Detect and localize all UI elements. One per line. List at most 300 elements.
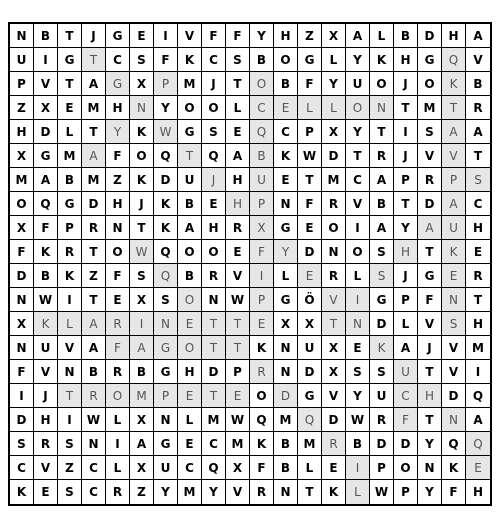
- grid-cell[interactable]: R: [58, 240, 82, 264]
- grid-cell[interactable]: G: [178, 120, 202, 144]
- grid-cell[interactable]: R: [322, 264, 346, 288]
- grid-cell[interactable]: A: [442, 192, 466, 216]
- grid-cell[interactable]: R: [106, 480, 130, 504]
- grid-cell[interactable]: T: [130, 216, 154, 240]
- grid-cell[interactable]: R: [202, 264, 226, 288]
- grid-cell[interactable]: N: [370, 96, 394, 120]
- grid-cell[interactable]: X: [322, 360, 346, 384]
- grid-cell[interactable]: O: [322, 216, 346, 240]
- grid-cell[interactable]: L: [106, 456, 130, 480]
- grid-cell[interactable]: N: [106, 216, 130, 240]
- grid-cell[interactable]: N: [130, 96, 154, 120]
- grid-cell[interactable]: N: [346, 312, 370, 336]
- grid-cell[interactable]: H: [394, 48, 418, 72]
- grid-cell[interactable]: J: [130, 192, 154, 216]
- grid-cell[interactable]: B: [82, 360, 106, 384]
- grid-cell[interactable]: Q: [250, 408, 274, 432]
- grid-cell[interactable]: F: [226, 24, 250, 48]
- grid-cell[interactable]: T: [466, 288, 490, 312]
- grid-cell[interactable]: B: [34, 264, 58, 288]
- grid-cell[interactable]: H: [466, 312, 490, 336]
- grid-cell[interactable]: I: [466, 360, 490, 384]
- grid-cell[interactable]: T: [418, 408, 442, 432]
- grid-cell[interactable]: A: [466, 24, 490, 48]
- grid-cell[interactable]: X: [322, 24, 346, 48]
- grid-cell[interactable]: I: [346, 216, 370, 240]
- grid-cell[interactable]: Q: [466, 384, 490, 408]
- grid-cell[interactable]: W: [82, 408, 106, 432]
- grid-cell[interactable]: H: [226, 168, 250, 192]
- grid-cell[interactable]: L: [346, 264, 370, 288]
- grid-cell[interactable]: L: [370, 24, 394, 48]
- grid-cell[interactable]: I: [130, 312, 154, 336]
- grid-cell[interactable]: F: [442, 480, 466, 504]
- grid-cell[interactable]: D: [322, 408, 346, 432]
- grid-cell[interactable]: O: [178, 96, 202, 120]
- grid-cell[interactable]: L: [322, 48, 346, 72]
- grid-cell[interactable]: V: [442, 336, 466, 360]
- grid-cell[interactable]: T: [202, 336, 226, 360]
- grid-cell[interactable]: Y: [154, 480, 178, 504]
- grid-cell[interactable]: Y: [250, 24, 274, 48]
- grid-cell[interactable]: T: [82, 240, 106, 264]
- grid-cell[interactable]: Q: [154, 144, 178, 168]
- grid-cell[interactable]: Z: [82, 264, 106, 288]
- grid-cell[interactable]: U: [154, 456, 178, 480]
- grid-cell[interactable]: T: [418, 240, 442, 264]
- grid-cell[interactable]: T: [298, 168, 322, 192]
- grid-cell[interactable]: S: [130, 264, 154, 288]
- grid-cell[interactable]: R: [322, 432, 346, 456]
- grid-cell[interactable]: S: [226, 48, 250, 72]
- grid-cell[interactable]: H: [442, 24, 466, 48]
- grid-cell[interactable]: T: [442, 96, 466, 120]
- grid-cell[interactable]: I: [346, 288, 370, 312]
- grid-cell[interactable]: T: [58, 384, 82, 408]
- grid-cell[interactable]: T: [370, 120, 394, 144]
- grid-cell[interactable]: X: [34, 96, 58, 120]
- grid-cell[interactable]: T: [82, 120, 106, 144]
- grid-cell[interactable]: L: [346, 480, 370, 504]
- grid-cell[interactable]: L: [106, 408, 130, 432]
- grid-cell[interactable]: P: [394, 480, 418, 504]
- grid-cell[interactable]: B: [178, 264, 202, 288]
- grid-cell[interactable]: L: [58, 312, 82, 336]
- grid-cell[interactable]: P: [58, 216, 82, 240]
- grid-cell[interactable]: V: [466, 48, 490, 72]
- grid-cell[interactable]: V: [34, 72, 58, 96]
- grid-cell[interactable]: N: [82, 432, 106, 456]
- grid-cell[interactable]: V: [322, 384, 346, 408]
- grid-cell[interactable]: R: [82, 216, 106, 240]
- grid-cell[interactable]: D: [34, 120, 58, 144]
- grid-cell[interactable]: F: [298, 192, 322, 216]
- grid-cell[interactable]: N: [274, 480, 298, 504]
- grid-cell[interactable]: B: [466, 72, 490, 96]
- grid-cell[interactable]: P: [226, 360, 250, 384]
- grid-cell[interactable]: X: [130, 72, 154, 96]
- grid-cell[interactable]: H: [34, 408, 58, 432]
- grid-cell[interactable]: X: [226, 456, 250, 480]
- grid-cell[interactable]: G: [106, 24, 130, 48]
- grid-cell[interactable]: C: [82, 456, 106, 480]
- grid-cell[interactable]: U: [178, 168, 202, 192]
- grid-cell[interactable]: J: [418, 336, 442, 360]
- grid-cell[interactable]: N: [202, 288, 226, 312]
- grid-cell[interactable]: W: [370, 480, 394, 504]
- grid-cell[interactable]: K: [442, 240, 466, 264]
- grid-cell[interactable]: N: [10, 336, 34, 360]
- grid-cell[interactable]: A: [178, 216, 202, 240]
- grid-cell[interactable]: D: [298, 240, 322, 264]
- grid-cell[interactable]: P: [154, 72, 178, 96]
- grid-cell[interactable]: H: [226, 192, 250, 216]
- grid-cell[interactable]: C: [466, 192, 490, 216]
- grid-cell[interactable]: P: [442, 168, 466, 192]
- grid-cell[interactable]: W: [154, 120, 178, 144]
- grid-cell[interactable]: E: [226, 120, 250, 144]
- grid-cell[interactable]: F: [154, 48, 178, 72]
- grid-cell[interactable]: J: [394, 72, 418, 96]
- grid-cell[interactable]: D: [442, 384, 466, 408]
- grid-cell[interactable]: O: [106, 240, 130, 264]
- grid-cell[interactable]: H: [106, 192, 130, 216]
- grid-cell[interactable]: E: [298, 264, 322, 288]
- grid-cell[interactable]: A: [466, 120, 490, 144]
- grid-cell[interactable]: T: [226, 312, 250, 336]
- grid-cell[interactable]: Q: [442, 48, 466, 72]
- grid-cell[interactable]: I: [346, 456, 370, 480]
- grid-cell[interactable]: J: [394, 144, 418, 168]
- grid-cell[interactable]: W: [34, 288, 58, 312]
- grid-cell[interactable]: Y: [322, 72, 346, 96]
- grid-cell[interactable]: L: [274, 264, 298, 288]
- grid-cell[interactable]: B: [34, 24, 58, 48]
- grid-cell[interactable]: F: [250, 240, 274, 264]
- grid-cell[interactable]: R: [106, 360, 130, 384]
- grid-cell[interactable]: E: [226, 240, 250, 264]
- grid-cell[interactable]: P: [10, 72, 34, 96]
- grid-cell[interactable]: M: [202, 408, 226, 432]
- grid-cell[interactable]: E: [250, 312, 274, 336]
- grid-cell[interactable]: R: [370, 408, 394, 432]
- grid-cell[interactable]: P: [394, 288, 418, 312]
- grid-cell[interactable]: B: [274, 432, 298, 456]
- grid-cell[interactable]: T: [226, 336, 250, 360]
- grid-cell[interactable]: N: [154, 408, 178, 432]
- grid-cell[interactable]: R: [466, 96, 490, 120]
- grid-cell[interactable]: G: [154, 432, 178, 456]
- grid-cell[interactable]: N: [274, 360, 298, 384]
- grid-cell[interactable]: M: [418, 96, 442, 120]
- grid-cell[interactable]: P: [394, 168, 418, 192]
- grid-cell[interactable]: S: [370, 240, 394, 264]
- grid-cell[interactable]: J: [202, 168, 226, 192]
- grid-cell[interactable]: E: [178, 312, 202, 336]
- grid-cell[interactable]: S: [370, 360, 394, 384]
- grid-cell[interactable]: A: [346, 24, 370, 48]
- grid-cell[interactable]: S: [370, 264, 394, 288]
- grid-cell[interactable]: R: [250, 480, 274, 504]
- grid-cell[interactable]: U: [34, 336, 58, 360]
- grid-cell[interactable]: K: [370, 336, 394, 360]
- grid-cell[interactable]: C: [10, 456, 34, 480]
- grid-cell[interactable]: F: [106, 144, 130, 168]
- grid-cell[interactable]: N: [322, 240, 346, 264]
- grid-cell[interactable]: C: [202, 432, 226, 456]
- grid-cell[interactable]: Y: [154, 96, 178, 120]
- grid-cell[interactable]: S: [442, 312, 466, 336]
- grid-cell[interactable]: V: [418, 144, 442, 168]
- grid-cell[interactable]: K: [10, 480, 34, 504]
- grid-cell[interactable]: N: [274, 336, 298, 360]
- grid-cell[interactable]: V: [226, 480, 250, 504]
- grid-cell[interactable]: A: [82, 312, 106, 336]
- grid-cell[interactable]: C: [274, 120, 298, 144]
- grid-cell[interactable]: W: [346, 408, 370, 432]
- grid-cell[interactable]: S: [154, 288, 178, 312]
- grid-cell[interactable]: W: [226, 408, 250, 432]
- grid-cell[interactable]: R: [34, 432, 58, 456]
- grid-cell[interactable]: V: [178, 24, 202, 48]
- grid-cell[interactable]: T: [202, 312, 226, 336]
- grid-cell[interactable]: D: [370, 312, 394, 336]
- grid-cell[interactable]: O: [250, 72, 274, 96]
- grid-cell[interactable]: G: [274, 216, 298, 240]
- grid-cell[interactable]: Q: [34, 192, 58, 216]
- grid-cell[interactable]: X: [130, 456, 154, 480]
- grid-cell[interactable]: M: [130, 384, 154, 408]
- grid-cell[interactable]: D: [274, 384, 298, 408]
- grid-cell[interactable]: J: [82, 24, 106, 48]
- grid-cell[interactable]: E: [178, 384, 202, 408]
- grid-cell[interactable]: D: [298, 360, 322, 384]
- grid-cell[interactable]: D: [82, 192, 106, 216]
- grid-cell[interactable]: V: [418, 312, 442, 336]
- grid-cell[interactable]: X: [274, 312, 298, 336]
- grid-cell[interactable]: P: [250, 192, 274, 216]
- grid-cell[interactable]: W: [226, 288, 250, 312]
- grid-cell[interactable]: O: [202, 240, 226, 264]
- grid-cell[interactable]: X: [298, 312, 322, 336]
- grid-cell[interactable]: Z: [298, 24, 322, 48]
- grid-cell[interactable]: D: [10, 408, 34, 432]
- grid-cell[interactable]: F: [250, 456, 274, 480]
- grid-cell[interactable]: X: [250, 216, 274, 240]
- grid-cell[interactable]: Z: [58, 456, 82, 480]
- grid-cell[interactable]: Y: [394, 216, 418, 240]
- grid-cell[interactable]: G: [106, 72, 130, 96]
- grid-cell[interactable]: M: [298, 432, 322, 456]
- grid-cell[interactable]: T: [82, 48, 106, 72]
- grid-cell[interactable]: O: [394, 456, 418, 480]
- grid-cell[interactable]: F: [202, 24, 226, 48]
- grid-cell[interactable]: D: [10, 264, 34, 288]
- grid-cell[interactable]: T: [418, 360, 442, 384]
- grid-cell[interactable]: N: [418, 456, 442, 480]
- grid-cell[interactable]: H: [202, 216, 226, 240]
- grid-cell[interactable]: F: [34, 216, 58, 240]
- grid-cell[interactable]: A: [466, 408, 490, 432]
- grid-cell[interactable]: A: [130, 336, 154, 360]
- grid-cell[interactable]: C: [82, 480, 106, 504]
- grid-cell[interactable]: V: [322, 288, 346, 312]
- grid-cell[interactable]: A: [394, 336, 418, 360]
- grid-cell[interactable]: F: [10, 240, 34, 264]
- grid-cell[interactable]: N: [58, 360, 82, 384]
- grid-cell[interactable]: A: [34, 168, 58, 192]
- grid-cell[interactable]: Y: [418, 432, 442, 456]
- grid-cell[interactable]: L: [394, 312, 418, 336]
- grid-cell[interactable]: W: [298, 144, 322, 168]
- grid-cell[interactable]: L: [322, 96, 346, 120]
- grid-cell[interactable]: D: [202, 360, 226, 384]
- grid-cell[interactable]: B: [394, 24, 418, 48]
- grid-cell[interactable]: D: [418, 24, 442, 48]
- grid-cell[interactable]: U: [370, 384, 394, 408]
- grid-cell[interactable]: I: [106, 432, 130, 456]
- grid-cell[interactable]: U: [346, 72, 370, 96]
- grid-cell[interactable]: Q: [154, 264, 178, 288]
- grid-cell[interactable]: D: [418, 192, 442, 216]
- grid-cell[interactable]: E: [130, 24, 154, 48]
- grid-cell[interactable]: S: [58, 432, 82, 456]
- grid-cell[interactable]: U: [394, 360, 418, 384]
- grid-cell[interactable]: R: [418, 168, 442, 192]
- grid-cell[interactable]: T: [394, 96, 418, 120]
- grid-cell[interactable]: B: [178, 192, 202, 216]
- grid-cell[interactable]: H: [466, 480, 490, 504]
- grid-cell[interactable]: V: [346, 192, 370, 216]
- grid-cell[interactable]: E: [442, 264, 466, 288]
- grid-cell[interactable]: T: [58, 24, 82, 48]
- grid-cell[interactable]: O: [346, 96, 370, 120]
- grid-cell[interactable]: M: [82, 96, 106, 120]
- grid-cell[interactable]: U: [442, 216, 466, 240]
- grid-cell[interactable]: X: [130, 288, 154, 312]
- grid-cell[interactable]: G: [154, 336, 178, 360]
- grid-cell[interactable]: O: [250, 384, 274, 408]
- grid-cell[interactable]: R: [82, 384, 106, 408]
- grid-cell[interactable]: S: [58, 480, 82, 504]
- grid-cell[interactable]: M: [466, 336, 490, 360]
- grid-cell[interactable]: K: [34, 240, 58, 264]
- grid-cell[interactable]: W: [130, 240, 154, 264]
- grid-cell[interactable]: N: [154, 312, 178, 336]
- grid-cell[interactable]: J: [34, 384, 58, 408]
- grid-cell[interactable]: O: [274, 48, 298, 72]
- grid-cell[interactable]: L: [298, 96, 322, 120]
- grid-cell[interactable]: T: [58, 72, 82, 96]
- grid-cell[interactable]: K: [442, 456, 466, 480]
- grid-cell[interactable]: T: [202, 384, 226, 408]
- grid-cell[interactable]: E: [298, 216, 322, 240]
- grid-cell[interactable]: D: [370, 432, 394, 456]
- grid-cell[interactable]: Y: [346, 120, 370, 144]
- grid-cell[interactable]: S: [202, 120, 226, 144]
- grid-cell[interactable]: D: [154, 168, 178, 192]
- grid-cell[interactable]: O: [418, 72, 442, 96]
- grid-cell[interactable]: G: [370, 288, 394, 312]
- grid-cell[interactable]: A: [226, 144, 250, 168]
- grid-cell[interactable]: V: [226, 264, 250, 288]
- grid-cell[interactable]: U: [10, 48, 34, 72]
- grid-cell[interactable]: F: [418, 288, 442, 312]
- grid-cell[interactable]: P: [250, 288, 274, 312]
- grid-cell[interactable]: H: [178, 360, 202, 384]
- grid-cell[interactable]: H: [466, 216, 490, 240]
- grid-cell[interactable]: A: [130, 432, 154, 456]
- grid-cell[interactable]: C: [202, 48, 226, 72]
- grid-cell[interactable]: T: [82, 288, 106, 312]
- grid-cell[interactable]: X: [10, 144, 34, 168]
- grid-cell[interactable]: K: [34, 312, 58, 336]
- grid-cell[interactable]: H: [418, 384, 442, 408]
- grid-cell[interactable]: B: [130, 360, 154, 384]
- grid-cell[interactable]: E: [178, 432, 202, 456]
- grid-cell[interactable]: G: [274, 288, 298, 312]
- grid-cell[interactable]: F: [106, 336, 130, 360]
- grid-cell[interactable]: Ö: [298, 288, 322, 312]
- grid-cell[interactable]: C: [346, 168, 370, 192]
- grid-cell[interactable]: A: [418, 216, 442, 240]
- grid-cell[interactable]: C: [178, 456, 202, 480]
- grid-cell[interactable]: C: [250, 96, 274, 120]
- grid-cell[interactable]: K: [370, 48, 394, 72]
- grid-cell[interactable]: T: [226, 72, 250, 96]
- grid-cell[interactable]: G: [154, 360, 178, 384]
- grid-cell[interactable]: M: [58, 144, 82, 168]
- grid-cell[interactable]: B: [346, 432, 370, 456]
- grid-cell[interactable]: V: [58, 336, 82, 360]
- grid-cell[interactable]: A: [82, 72, 106, 96]
- grid-cell[interactable]: E: [34, 480, 58, 504]
- grid-cell[interactable]: Q: [202, 144, 226, 168]
- grid-cell[interactable]: U: [250, 168, 274, 192]
- grid-cell[interactable]: G: [418, 48, 442, 72]
- grid-cell[interactable]: X: [322, 120, 346, 144]
- grid-cell[interactable]: M: [178, 480, 202, 504]
- grid-cell[interactable]: T: [178, 144, 202, 168]
- grid-cell[interactable]: Y: [202, 480, 226, 504]
- grid-cell[interactable]: I: [10, 384, 34, 408]
- grid-cell[interactable]: S: [10, 432, 34, 456]
- grid-cell[interactable]: X: [130, 408, 154, 432]
- grid-cell[interactable]: D: [322, 144, 346, 168]
- grid-cell[interactable]: M: [274, 408, 298, 432]
- grid-cell[interactable]: Z: [10, 96, 34, 120]
- grid-cell[interactable]: K: [178, 48, 202, 72]
- grid-cell[interactable]: G: [58, 48, 82, 72]
- grid-cell[interactable]: F: [298, 72, 322, 96]
- grid-cell[interactable]: N: [274, 192, 298, 216]
- grid-cell[interactable]: O: [178, 288, 202, 312]
- grid-cell[interactable]: Y: [106, 120, 130, 144]
- grid-cell[interactable]: R: [466, 264, 490, 288]
- grid-cell[interactable]: X: [322, 336, 346, 360]
- grid-cell[interactable]: K: [154, 192, 178, 216]
- grid-cell[interactable]: Z: [130, 480, 154, 504]
- grid-cell[interactable]: B: [250, 144, 274, 168]
- grid-cell[interactable]: O: [130, 144, 154, 168]
- grid-cell[interactable]: F: [106, 264, 130, 288]
- grid-cell[interactable]: Y: [346, 48, 370, 72]
- grid-cell[interactable]: K: [58, 264, 82, 288]
- grid-cell[interactable]: N: [442, 288, 466, 312]
- grid-cell[interactable]: Y: [418, 480, 442, 504]
- grid-cell[interactable]: T: [298, 480, 322, 504]
- grid-cell[interactable]: F: [394, 408, 418, 432]
